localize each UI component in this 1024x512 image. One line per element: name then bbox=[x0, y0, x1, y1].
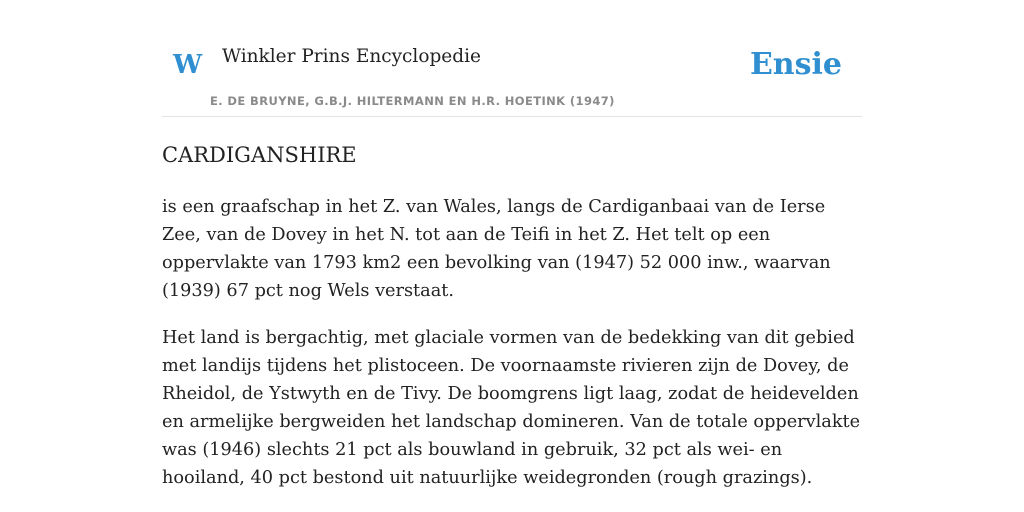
article bbox=[162, 140, 862, 492]
winkler-prins-logo-icon[interactable]: W bbox=[173, 50, 203, 80]
article-headword: CARDIGANSHIRE bbox=[162, 143, 357, 167]
authors-line: E. DE BRUYNE, G.B.J. HILTERMANN EN H.R. HOETINK (1947) bbox=[210, 94, 615, 108]
site-title-link[interactable]: Winkler Prins Encyclopedie bbox=[222, 46, 481, 67]
article-paragraph: is een graafschap in het Z. van Wales, langs de Cardiganbaai van de Ierse Zee, van de Dovey in het N. tot aan de Teifi in het Z. Het telt op een oppervlakte van 1793 km2 een bevolking van (1947) 52 000 inw., waarvan (1939) 67 pct nog Wels verstaat. bbox=[162, 197, 831, 301]
header bbox=[162, 0, 862, 117]
ensie-brand-logo[interactable]: Ensie bbox=[749, 47, 842, 82]
article-paragraph: Het land is bergachtig, met glaciale vormen van de bedekking van dit gebied met landijs tijdens het plistoceen. De voornaamste rivieren zijn de Dovey, de Rheidol, de Ystwyth en de Tivy. De boomgrens ligt laag, zodat de heidevelden en armelijke bergweiden het landschap domineren. Van de totale oppervlakte was (1946) slechts 21 pct als bouwland in gebruik, 32 pct als wei- en hooiland, 40 pct bestond uit natuurlijke weidegronden (rough grazings). bbox=[162, 328, 861, 488]
